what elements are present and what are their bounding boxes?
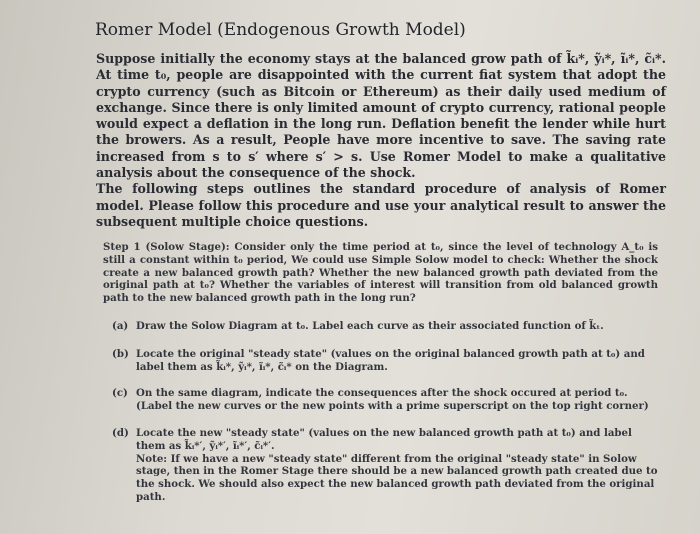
intro-paragraph-2: The following steps outlines the standard procedure of analysis of Romer model. Please follow this procedure and use your analytical result to answer the subsequent multiple choice questions. <box>96 181 666 229</box>
problem-statement <box>96 51 666 230</box>
item-text: Locate the new "steady state" (values on the new balanced growth path at t₀) and label them as k̃ᵢ*′, ỹᵢ*′, ĩᵢ*′, c̃ᵢ*′. <box>136 426 632 452</box>
item-text: Draw the Solow Diagram at t₀. Label each curve as their associated function of k̃ₜ. <box>136 319 604 332</box>
item-note: Note: If we have a new "steady state" different from the original "steady state" in Solow stage, then in the Romer Stage there should be a new balanced growth path created due to the shock. We should also expect the new balanced growth path deviated from the original path. <box>136 452 658 503</box>
item-label: (b) <box>112 347 129 360</box>
list-item-a <box>103 320 658 333</box>
intro-paragraph-1: Suppose initially the economy stays at the balanced grow path of k̃ᵢ*, ỹᵢ*, ĩᵢ*, c̃ᵢ*. At time t₀, people are disappointed with the current fiat system that adopt the crypto currency (such as Bitcoin or Ethereum) as their daily used medium of exchange. Since there is only limited amount of crypto currency, rational people would expect a deflation in the long run. Deflation benefit the lender while hurt the browers. As a result, People have more incentive to save. The saving rate increased from s to s′ where s′ > s. Use Romer Model to make a qualitative analysis about the consequence of the shock. <box>96 51 666 181</box>
item-label: (a) <box>112 319 129 332</box>
step-1-text: Step 1 (Solow Stage): Consider only the time period at t₀, since the level of technology A_t₀ is still a constant within t₀ period, We could use Simple Solow model to check: Whether the shock create a new balanced growth path? Whether the new balanced growth path deviated from the original path at t₀? Whether the variables of interest will transition from old balanced growth path to the new balanced growth path in the long run? <box>103 241 658 305</box>
list-item-b <box>103 348 658 374</box>
item-label: (c) <box>112 387 128 400</box>
list-item-c <box>103 387 658 413</box>
list-item-d <box>103 427 658 504</box>
step-section <box>103 241 658 504</box>
page-title: Romer Model (Endogenous Growth Model) <box>95 20 466 40</box>
item-text: Locate the original "steady state" (values on the original balanced growth path at t₀) and label them as k̃ᵢ*, ỹᵢ*, ĩᵢ*, c̃ᵢ* on the Diagram. <box>136 347 645 373</box>
item-label: (d) <box>112 426 129 439</box>
item-text: On the same diagram, indicate the consequences after the shock occured at period t₀. (Label the new curves or the new points with a prime superscript on the top right corner) <box>136 387 649 413</box>
